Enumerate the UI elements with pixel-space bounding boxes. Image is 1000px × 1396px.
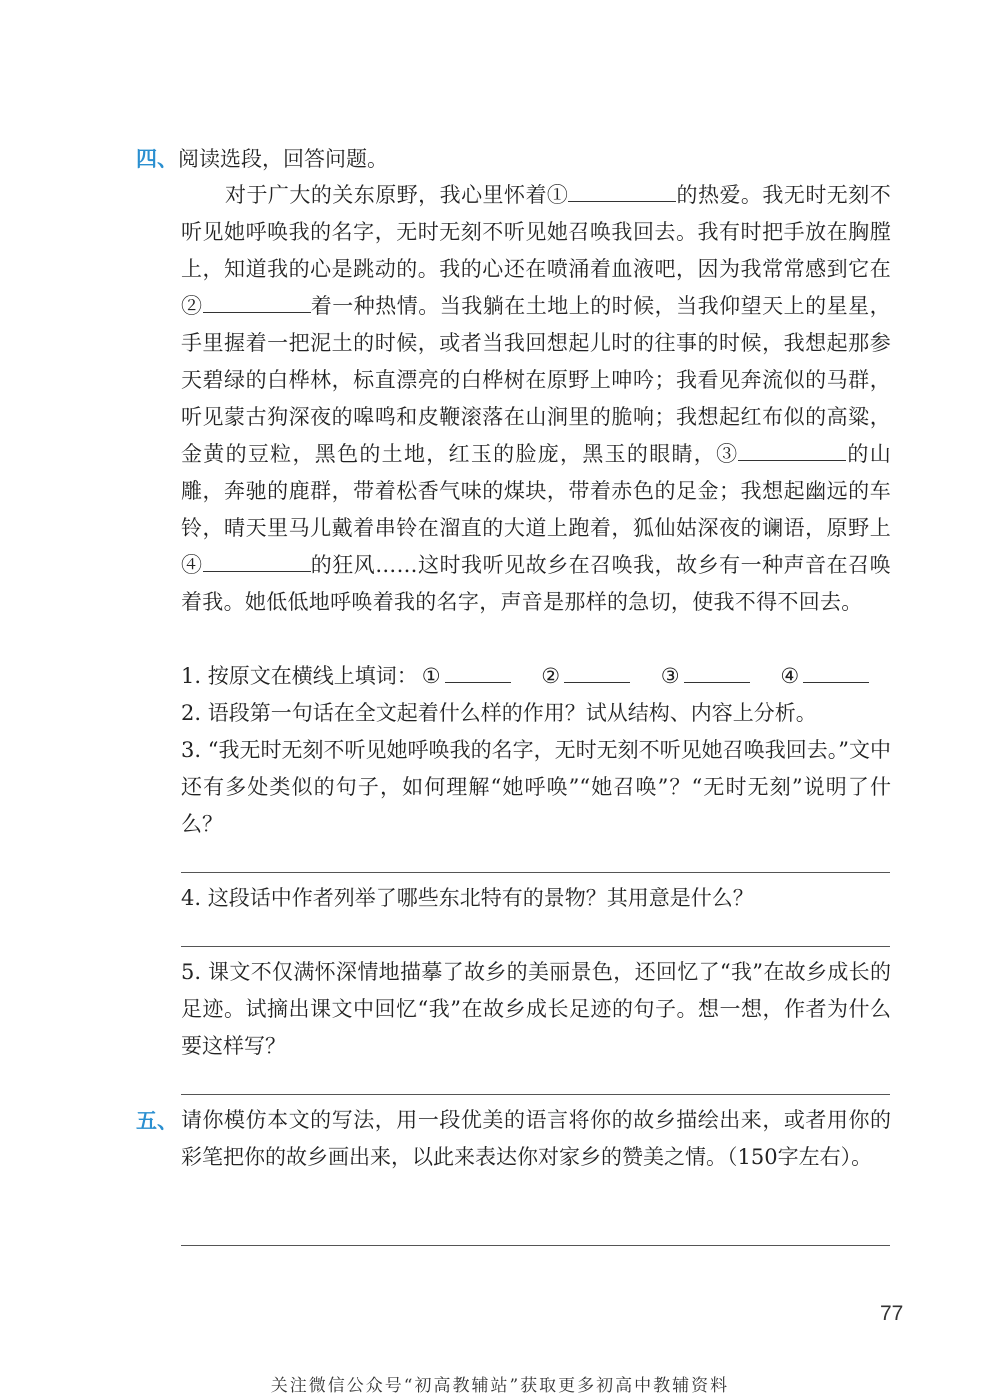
fill-mark-2: ② [541, 664, 561, 688]
section-five-text: 请你模仿本文的写法，用一段优美的语言将你的故乡描绘出来，或者用你的彩笔把你的故乡画出来，以此来表达你对家乡的赞美之情。（150字左右）。 [181, 1108, 891, 1169]
answer-line-section-five[interactable] [181, 1245, 890, 1246]
section-four-title: 阅读选段，回答问题。 [178, 147, 388, 171]
question-3: 3. “我无时无刻不听见她呼唤我的名字，无时无刻不听见她召唤我回去。”文中还有多处类似的句子，如何理解“她呼唤”“她召唤”？“无时无刻”说明了什么？ [181, 738, 891, 836]
section-four-heading [136, 140, 896, 178]
answer-blank-1[interactable] [445, 660, 511, 683]
question-4: 4. 这段话中作者列举了哪些东北特有的景物？其用意是什么？ [181, 886, 754, 910]
question-1 [181, 658, 891, 695]
passage-part-3: 着一种热情。当我躺在土地上的时候，当我仰望天上的星星，手里握着一把泥土的时候，或者当我回想起儿时的往事的时候，我想起那参天碧绿的白桦林，标直漂亮的白桦树在原野上呻吟；我看见奔流似的马群，听见蒙古狗深夜的嗥鸣和皮鞭滚落在山涧里的脆响；我想起红布似的高粱，金黄的豆粒，黑色的土地，红玉的脸庞，黑玉的眼睛，③ [181, 294, 891, 466]
reading-passage [181, 177, 891, 621]
passage-part-1: 对于广大的关东原野，我心里怀着① [225, 183, 569, 207]
question-2: 2. 语段第一句话在全文起着什么样的作用？试从结构、内容上分析。 [181, 701, 817, 725]
passage-part-5: 的狂风……这时我听见故乡在召唤我，故乡有一种声音在召唤着我。她低低地呼唤着我的名字，声音是那样的急切，使我不得不回去。 [181, 553, 891, 614]
page-number: 77 [880, 1302, 904, 1325]
question-1-text: 1. 按原文在横线上填词： [181, 664, 418, 688]
answer-line-5[interactable] [181, 1094, 890, 1095]
answer-blank-3[interactable] [684, 660, 750, 683]
footer-note: 关注微信公众号“初高教辅站”获取更多初高中教辅资料 [270, 1376, 730, 1396]
blank-2[interactable] [203, 290, 311, 313]
section-four-number: 四、 [136, 146, 178, 171]
question-5: 5. 课文不仅满怀深情地描摹了故乡的美丽景色，还回忆了“我”在故乡成长的足迹。试摘出课文中回忆“我”在故乡成长足迹的句子。想一想，作者为什么要这样写？ [181, 960, 891, 1058]
section-five-number: 五、 [136, 1108, 178, 1133]
passage-part-4: 的山雕，奔驰的鹿群，带着松香气味的煤块，带着赤色的足金；我想起幽远的车铃，晴天里马儿戴着串铃在溜直的大道上跑着，狐仙姑深夜的谰语，原野上④ [181, 442, 891, 577]
fill-mark-1: ① [421, 664, 441, 688]
blank-1[interactable] [568, 179, 676, 202]
fill-mark-4: ④ [780, 664, 800, 688]
answer-blank-4[interactable] [803, 660, 869, 683]
passage-part-2: 的热爱。我无时无刻不听见她呼唤我的名字，无时无刻不听见她召唤我回去。我有时把手放在胸膛上，知道我的心是跳动的。我的心还在喷涌着血液吧，因为我常常感到它在② [181, 183, 892, 318]
fill-mark-3: ③ [660, 664, 680, 688]
answer-blank-2[interactable] [564, 660, 630, 683]
blank-3[interactable] [738, 438, 846, 461]
blank-4[interactable] [203, 549, 311, 572]
answer-line-3[interactable] [181, 872, 890, 873]
answer-line-4[interactable] [181, 946, 890, 947]
